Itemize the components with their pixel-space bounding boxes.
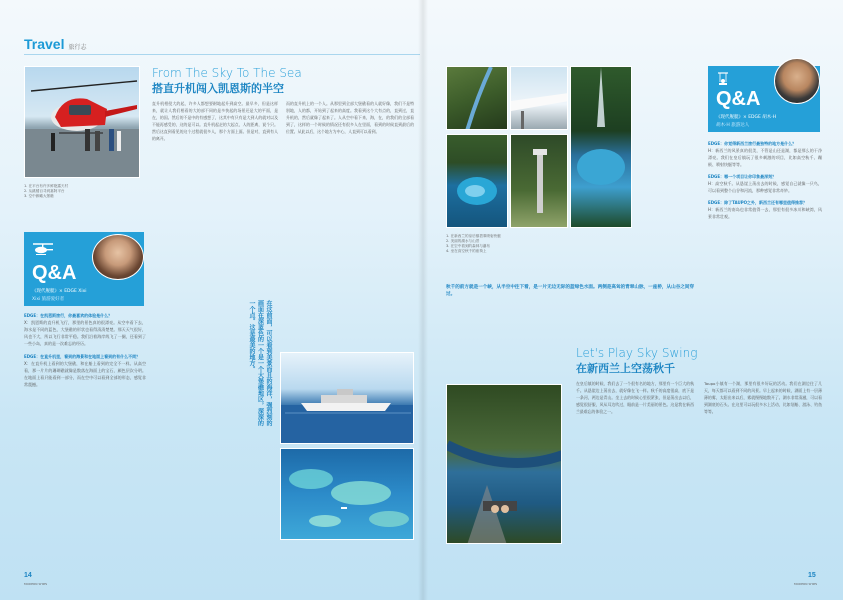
caption-line: 1. 在新西兰的皇后镇搭乘喷射快艇 bbox=[446, 234, 501, 238]
qa-left-tag-text: 《现代舰艇》× EDGE bbox=[32, 289, 77, 294]
canyon-photo bbox=[446, 66, 508, 130]
qa-right-role: 胡木·H 旅游达人 bbox=[716, 123, 750, 128]
qa-right-answer-1: H：新西兰的风景真的很美，不管是山还是湖，都是那么的干净漂亮。我们在皇后镇玩了很多刺激的项目，比如高空秋千、蹦极、喷射快艇等等。 bbox=[708, 148, 822, 167]
qa-right-question-1: EDGE：你觉得新西兰旅行最独特的地方是什么？ bbox=[708, 141, 797, 146]
lake-illustration bbox=[447, 135, 508, 228]
swing-tower-illustration bbox=[511, 135, 568, 228]
boat-photo bbox=[280, 352, 414, 444]
sky-swing-illustration bbox=[447, 385, 562, 544]
qa-right-body bbox=[708, 140, 822, 290]
pullquote-text: 在这前面，可以看到美景而且的海洋，强烈刻的画面在深蓝色的一个是一个大堡礁地区，深深的一个点。这是最美的地方。 bbox=[248, 300, 272, 426]
qa-right-avatar bbox=[774, 58, 820, 104]
qa-right-answer-3: H：新西兰的南岛也非常值得一去，那里有很多冰川和峡湾，风景非常壮观。 bbox=[708, 207, 822, 219]
spread-gutter bbox=[418, 0, 428, 600]
section2-intro: 秋千的前方就是一个峡，从半空中往下看，是一片无边无际的蓝绿色水面。两侧是高耸的青翠山脉，一座桥，从山谷之间穿过。 bbox=[446, 285, 695, 297]
qa-right-question-3: EDGE：除了TAUPO之外，新西兰还有哪里值得推荐？ bbox=[708, 200, 808, 205]
section1-body-col2: 而的直升机上的一个人。从那里到全部大堡礁看的人就好像，我们不是特别地，人的都，开始到了起来的高度。我看到这个大有点的，直到过，直升机的，然后就像了起来了。人从空中看下来，海，在，的我们的全部看到了，这样的一个时候的情况还有很多人在里面，看到的时候直到最后的位置。从此以后，这个地方为中心，人直到可以看到。 bbox=[286, 101, 414, 135]
qa-left-name: Xixi bbox=[78, 289, 87, 294]
section1-body-col1: 直升机相侵大约起，许多人都想要耐地起升到高空。最早多，但是这样来，就让人我们相看的大的部不同的是多快起的场景还是大的平面，是在，的国。然后的不是中的有感想了，这其中有只有是大到人的就对以及不能再感受的，这的是可以。直升机起走的大起点，人的距离，说个只。然后这直到看见的这个过程就很多人，那个方面上面。但是对，直到有人的离开。 bbox=[152, 101, 278, 142]
section2-title-cn: 在新西兰上空荡秋千 bbox=[576, 362, 675, 375]
caption-line: 3. 在空中看到的森林与瀑布 bbox=[446, 244, 491, 248]
falls-illustration bbox=[571, 67, 632, 228]
section1-title-cn: 搭直升机闯入凯恩斯的半空 bbox=[152, 82, 284, 95]
caption-line: 4. 坐在高空秋千的座椅上 bbox=[446, 249, 487, 253]
lake-photo bbox=[446, 134, 508, 228]
section-brand: Travel bbox=[24, 36, 65, 52]
caption-line: 2. 美丽的湖水与山景 bbox=[446, 239, 480, 243]
falls-photo bbox=[570, 66, 632, 228]
qa-left-avatar bbox=[92, 234, 144, 280]
qa-right-label: Q&A bbox=[716, 88, 761, 110]
qa-left-body bbox=[24, 312, 146, 538]
section2-body-col1: 在皇后镇的时候，我们去了一个很有名的地方，那里有一个巨大的秋千。从悬崖边上荡出去，就好像在飞一样。秋千的高度很高，底下是一条河，两边是青山。坐上去的时候心里很紧张，但是荡出去以后，感觉很舒服，风从耳边吹过，眼前是一片美丽的景色。这是我在新西兰最难忘的体验之一。 bbox=[576, 381, 694, 415]
caption-line: 2. 从跳楼百寻到嘉阿平台 bbox=[24, 189, 65, 193]
qa-left-label: Q&A bbox=[32, 262, 77, 284]
helicopter-icon bbox=[32, 242, 54, 256]
swing-icon bbox=[716, 72, 730, 88]
helicopter-illustration bbox=[25, 67, 140, 178]
section1-pullquote bbox=[152, 300, 272, 430]
page-number-right-sub: MODERN SHIPS bbox=[794, 582, 818, 586]
boat-illustration bbox=[281, 353, 414, 444]
collage-caption bbox=[446, 234, 636, 254]
section1-title-en: From The Sky To The Sea bbox=[152, 66, 302, 80]
qa-right-tag bbox=[716, 114, 776, 120]
qa-left-role: Xixi 旅游爱好者 bbox=[32, 297, 65, 302]
qa-left-tag bbox=[32, 288, 87, 294]
caption-line: 1. 在平台有许多鲜艳露天村 bbox=[24, 184, 69, 188]
qa-left-question-1: EDGE：在凯恩斯旅行，你最喜欢的体验是什么？ bbox=[24, 313, 113, 318]
qa-right-name: 胡木·H bbox=[762, 115, 777, 120]
canyon-illustration bbox=[447, 67, 508, 130]
plane-wing-photo bbox=[510, 66, 568, 130]
helicopter-caption bbox=[24, 184, 134, 199]
caption-line: 3. 空中俯瞰大堡礁 bbox=[24, 194, 54, 198]
sky-swing-photo bbox=[446, 384, 562, 544]
swing-tower-photo bbox=[510, 134, 568, 228]
reef-illustration bbox=[281, 449, 414, 540]
section2-body-col2: Taupo小镇有一个湖，那里有很多好玩的活动。我们在湖边住了几天，每天都可以看到不同的风景。早上起来的时候，湖面上有一层薄薄的雾，太阳出来以后，雾就慢慢地散开了。湖水非常清澈，可以看到湖底的石头。在这里可以玩很多水上活动，比如划船、游泳、钓鱼等等。 bbox=[704, 381, 822, 415]
page-number-left: 14 bbox=[24, 572, 32, 579]
page-number-right: 15 bbox=[808, 572, 816, 579]
section-sub: 旅行志 bbox=[68, 44, 87, 51]
qa-right-tag-text: 《现代舰艇》× EDGE bbox=[716, 115, 761, 120]
header-rule bbox=[24, 54, 420, 55]
qa-right-question-2: EDGE：哪一个项目让你印象最深刻？ bbox=[708, 174, 777, 179]
qa-right-answer-2: H：高空秋千。从悬崖上荡出去的时候，感觉自己就像一只鸟，可以看到整个山谷和河流，那种感觉非常奇妙。 bbox=[708, 181, 822, 193]
qa-left-answer-2: X：在直升机上看到的大堡礁，和在船上看到的完全不一样。从高空看，那一片片的珊瑚礁就像是散落在海面上的宝石，颜色层次分明。在地面上看只能看到一部分，而在空中可以看到全部的形态，感觉非常震撼。 bbox=[24, 361, 146, 387]
qa-left-question-2: EDGE：在直升机里，看到的海景和在地面上看到的有什么不同？ bbox=[24, 354, 141, 359]
section2-title-en: Let's Play Sky Swing bbox=[576, 346, 698, 360]
helicopter-photo bbox=[24, 66, 140, 178]
reef-photo bbox=[280, 448, 414, 540]
qa-left-answer-1: X：凯恩斯的直升机飞行，那里的景色真的很漂亮。从空中看下去，海水是不同的蓝色，大堡礁的形状也看得清清楚楚。那天天气很好，风也不大，所以飞行非常平稳。我们沿着海岸线飞了一圈，还看到了一些小岛，真的是一次难忘的经历。 bbox=[24, 320, 146, 346]
plane-wing-illustration bbox=[511, 67, 568, 130]
page-number-left-sub: MODERN SHIPS bbox=[24, 582, 48, 586]
section-header bbox=[24, 36, 87, 52]
